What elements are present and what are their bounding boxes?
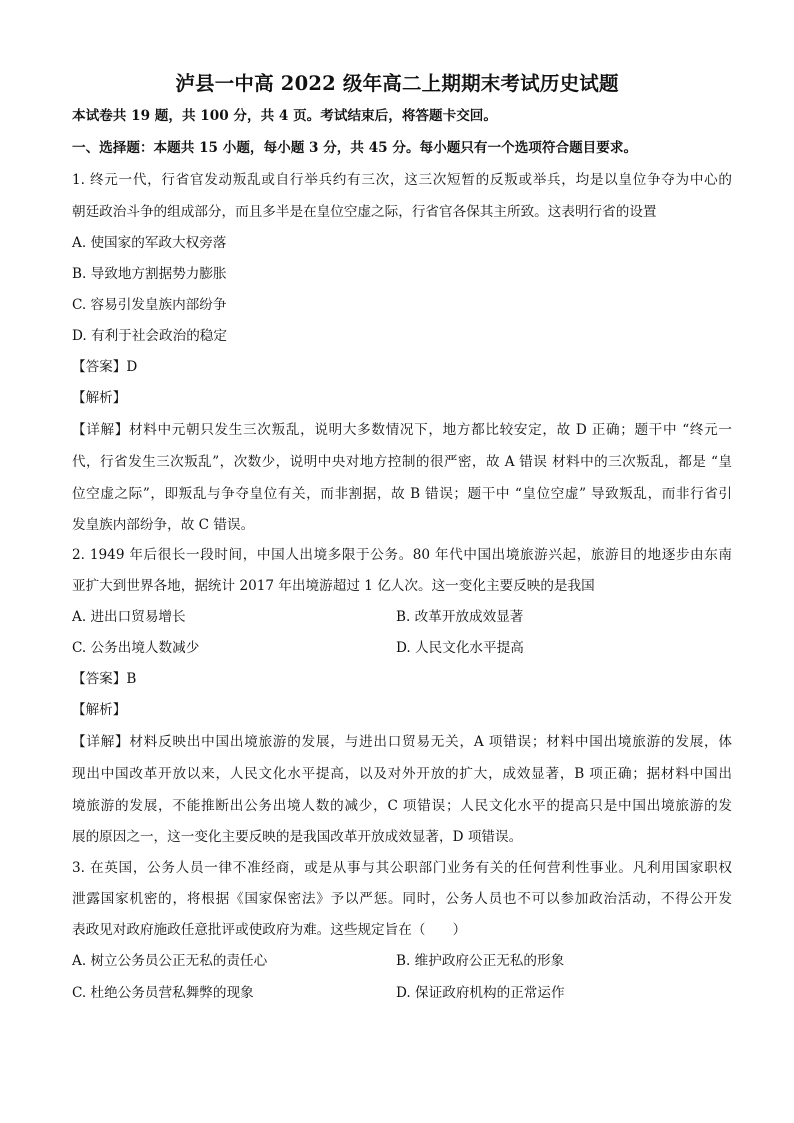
q1-detail-line: 【详解】材料中元朝只发生三次叛乱，说明大多数情况下，地方都比较安定，故 D 正确；题干中 “终元一: [72, 422, 732, 438]
q2-detail-line: 境旅游的发展，不能推断出公务出境人数的减少，C 项错误；人民文化水平的提高只是中国出境旅游的发: [72, 798, 732, 814]
q3-stem-line: 3. 在英国，公务人员一律不准经商，或是从事与其公职部门业务有关的任何营利性事业。凡利用国家职权: [72, 860, 732, 876]
q2-stem-line: 亚扩大到世界各地，据统计 2017 年出境游超过 1 亿人次。这一变化主要反映的是我国: [72, 578, 595, 594]
q1-option-c: C. 容易引发皇族内部纷争: [72, 297, 227, 313]
q2-detail-line: 现出中国改革开放以来，人民文化水平提高，以及对外开放的扩大，成效显著，B 项正确；据材料中国出: [72, 766, 732, 782]
q2-option-b: B. 改革开放成效显著: [396, 609, 524, 625]
q1-option-a: A. 使国家的军政大权旁落: [72, 235, 227, 251]
q2-option-c: C. 公务出境人数减少: [72, 640, 200, 656]
q1-stem-line: 1. 终元一代，行省官发动叛乱或自行举兵约有三次，这三次短暂的反叛或举兵，均是以皇位争夺为中心的: [72, 172, 732, 188]
q3-stem-line: 表政见对政府施政任意批评或使政府为难。这些规定旨在（ ）: [72, 922, 467, 938]
q3-option-a: A. 树立公务员公正无私的责任心: [72, 953, 268, 969]
q3-option-d: D. 保证政府机构的正常运作: [396, 985, 565, 1001]
q1-detail-line: 发皇族内部纷争，故 C 错误。: [72, 517, 255, 533]
q1-stem-line: 朝廷政治斗争的组成部分，而且多半是在皇位空虚之际，行省官各保其主所致。这表明行省的设置: [72, 204, 657, 220]
q1-answer: 【答案】D: [72, 359, 138, 375]
q2-analysis-label: 【解析】: [72, 702, 127, 718]
q2-option-d: D. 人民文化水平提高: [396, 640, 524, 656]
q1-detail-line: 位空虚之际”，即叛乱与争夺皇位有关，而非割据，故 B 错误；题干中 “皇位空虚” 导致叛乱，而非行省引: [72, 486, 732, 502]
q3-option-c: C. 杜绝公务员营私舞弊的现象: [72, 985, 254, 1001]
q2-option-a: A. 进出口贸易增长: [72, 609, 186, 625]
q1-option-b: B. 导致地方割据势力膨胀: [72, 266, 227, 282]
q2-stem-line: 2. 1949 年后很长一段时间，中国人出境多限于公务。80 年代中国出境旅游兴起，旅游目的地逐步由东南: [72, 547, 732, 563]
q2-detail-line: 【详解】材料反映出中国出境旅游的发展，与进出口贸易无关，A 项错误；材料中国出境旅游的发展，体: [72, 734, 732, 750]
q1-option-d: D. 有利于社会政治的稳定: [72, 328, 227, 344]
page-title: 泸县一中高 2022 级年高二上期期末考试历史试题: [175, 72, 619, 95]
q3-stem-line: 泄露国家机密的，将根据《国家保密法》予以严惩。同时，公务人员也不可以参加政治活动，不得公开发: [72, 891, 732, 907]
q2-detail-line: 展的原因之一，这一变化主要反映的是我国改革开放成效显著，D 项错误。: [72, 829, 523, 845]
q2-answer: 【答案】B: [72, 671, 137, 687]
q1-detail-line: 代，行省发生三次叛乱”，次数少，说明中央对地方控制的很严密，故 A 错误 材料中的三次叛乱，都是 “皇: [72, 454, 732, 470]
q3-option-b: B. 维护政府公正无私的形象: [396, 953, 565, 969]
exam-intro: 本试卷共 19 题，共 100 分，共 4 页。考试结束后，将答题卡交回。: [72, 108, 497, 124]
section-heading: 一、选择题：本题共 15 小题，每小题 3 分，共 45 分。每小题只有一个选项符合题目要求。: [72, 140, 638, 156]
q1-analysis-label: 【解析】: [72, 390, 127, 406]
